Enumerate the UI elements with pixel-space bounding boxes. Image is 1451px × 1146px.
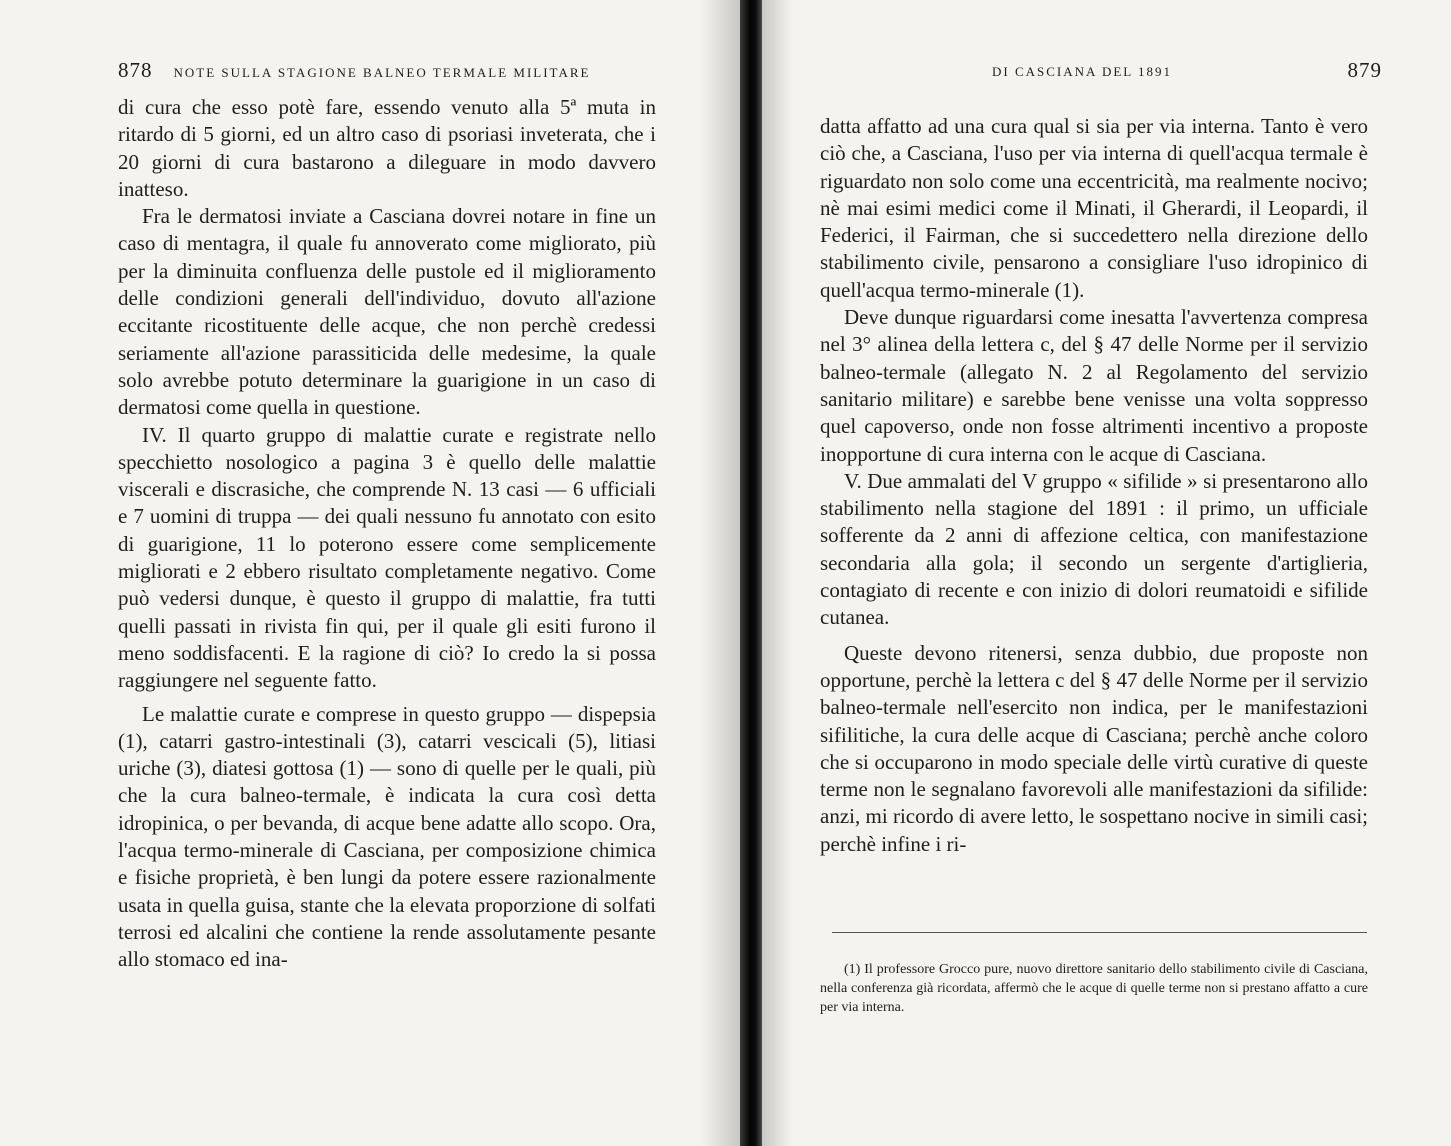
- left-page-header: [118, 58, 634, 88]
- book-gutter: [740, 0, 762, 1146]
- right-paragraph-4: Queste devono ritenersi, senza dubbio, due proposte non opportune, perchè la lettera c del § 47 delle Norme per il servizio balneo-termale nell'esercito non indica, per le manifestazioni sifilitiche, la cura delle acque di Casciana; perchè anche coloro che si occuparono in modo speciale delle virtù curative di queste terme non le segnalano favorevoli alle manifestazioni da sifilide: anzi, mi ricordo di avere letto, le sospettano nocive in simili casi; perchè infine i ri-: [820, 640, 1368, 856]
- right-page-gutter-shadow: [762, 0, 792, 1146]
- footnote-divider: [832, 932, 1367, 933]
- footnote: [820, 960, 1368, 1017]
- right-page-number: 879: [1347, 58, 1382, 82]
- right-running-title: DI CASCIANA DEL 1891: [992, 64, 1172, 79]
- right-page-header: [822, 58, 1382, 88]
- left-page-gutter-shadow: [700, 0, 740, 1146]
- left-paragraph-2: Fra le dermatosi inviate a Casciana dovrei notare in fine un caso di mentagra, il quale fu annoverato come migliorato, più per la diminuita confluenza delle pustole ed il miglioramento delle condizioni generali dell'individuo, dovuto all'azione eccitante ricostituente delle acque, che non perchè credessi seriamente all'azione parassiticida delle medesime, la quale solo avrebbe potuto determinare la guarigione in un caso di dermatosi come quella in questione.: [118, 204, 656, 420]
- left-page-number: 878: [118, 58, 153, 82]
- left-paragraph-3: IV. Il quarto gruppo di malattie curate e registrate nello specchietto nosologico a pagina 3 è quello delle malattie viscerali e discrasiche, che comprende N. 13 casi — 6 ufficiali e 7 uomini di truppa — dei quali nessuno fu annotato con esito di guarigione, 11 lo poterono essere come semplicemente migliorati e 2 ebbero risultato completamente negativo. Come può vedersi dunque, è questo il gruppo di malattie, fra tutti quelli passati in rivista fin qui, per il quale gli esiti furono il meno soddisfacenti. E la ragione di ciò? Io credo la si possa raggiungere nel seguente fatto.: [118, 422, 656, 693]
- right-page-body: [820, 113, 1368, 858]
- right-paragraph-2: Deve dunque riguardarsi come inesatta l'avvertenza compresa nel 3° alinea della lettera c, del § 47 delle Norme per il servizio balneo-termale (allegato N. 2 al Regolamento del servizio sanitario militare) e sarebbe bene venisse una volta soppresso quel capoverso, onde non fosse altrimenti incentivo a proposte inopportune di cura interna con le acque di Casciana.: [820, 305, 1368, 466]
- left-paragraph-4: Le malattie curate e comprese in questo gruppo — dispepsia (1), catarri gastro-intestinali (3), catarri vescicali (5), litiasi uriche (3), diatesi gottosa (1) — sono di quelle per le quali, più che la cura balneo-termale, è indicata la cura così detta idropinica, o per bevanda, di acque bene adatte allo scopo. Ora, l'acqua termo-minerale di Casciana, per composizione chimica e fisiche proprietà, è ben lungi da potere essere razionalmente usata in quella guisa, stante che la elevata proporzione di solfati terrosi ed alcalini che contiene la rende assolutamente pesante allo stomaco ed ina-: [118, 701, 656, 972]
- right-paragraph-3: V. Due ammalati del V gruppo « sifilide » si presentarono allo stabilimento nella stagione del 1891 : il primo, un ufficiale sofferente da 2 anni di affezione celtica, con manifestazione secondaria alla gola; il secondo un sergente d'artiglieria, contagiato di recente e con inizio di dolori reumatoidi e sifilide cutanea.: [820, 468, 1368, 630]
- left-paragraph-1: di cura che esso potè fare, essendo venuto alla 5ª muta in ritardo di 5 giorni, ed un altro caso di psoriasi inveterata, che i 20 giorni di cura bastarono a dileguare in modo davvero inatteso.: [118, 95, 656, 201]
- footnote-text: (1) Il professore Grocco pure, nuovo direttore sanitario dello stabilimento civile di Casciana, nella conferenza già ricordata, affermò che le acque di quelle terme non si prestano affatto a cure per via interna.: [820, 962, 1368, 1015]
- left-running-title: NOTE SULLA STAGIONE BALNEO TERMALE MILITARE: [173, 65, 591, 80]
- right-page: [762, 0, 1451, 1146]
- left-page-body: [118, 94, 656, 974]
- right-paragraph-1: datta affatto ad una cura qual si sia per via interna. Tanto è vero ciò che, a Casciana, l'uso per via interna di quell'acqua termale è riguardato non solo come una eccentricità, ma realmente nocivo; nè mai esimi medici come il Minati, il Gherardi, il Leopardi, il Federici, il Fairman, che si succedettero nella direzione dello stabilimento civile, pensarono a consigliare l'uso idropinico di quell'acqua termo-minerale (1).: [820, 114, 1368, 302]
